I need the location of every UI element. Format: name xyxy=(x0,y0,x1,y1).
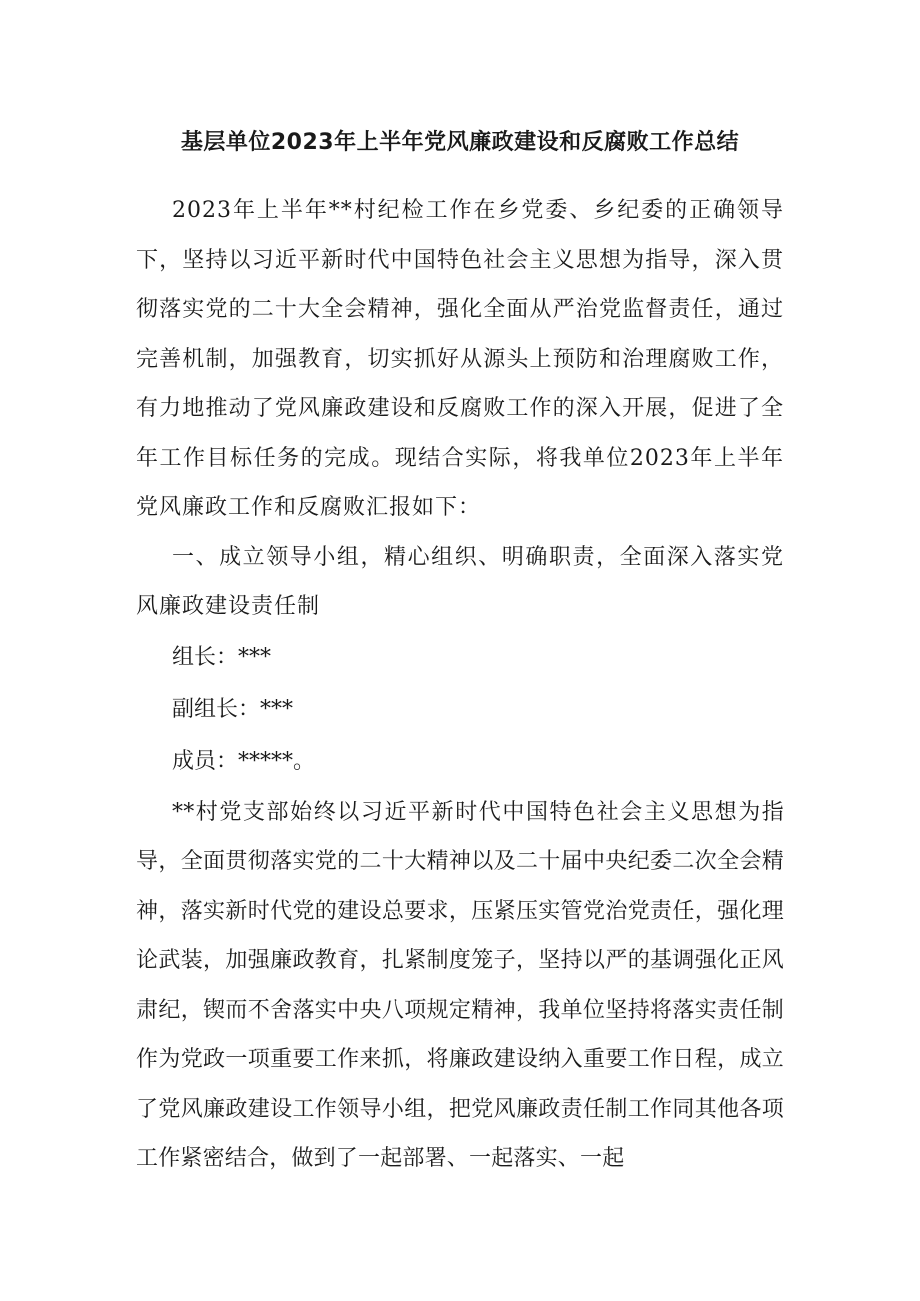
group-leader-line: 组长：*** xyxy=(172,644,272,670)
section-1-body-paragraph: **村党支部始终以习近平新时代中国特色社会主义思想为指导，全面贯彻落实党的二十大精神以及二十届中央纪委二次全会精神，落实新时代党的建设总要求，压紧压实管党治党责任，强化理论武装，加强廉政教育，扎紧制度笼子，坚持以严的基调强化正风肃纪，锲而不舍落实中央八项规定精神，我单位坚持将落实责任制作为党政一项重要工作来抓，将廉政建设纳入重要工作日程，成立了党风廉政建设工作领导小组，把党风廉政责任制工作同其他各项工作紧密结合，做到了一起部署、一起落实、一起 xyxy=(136,799,784,1171)
intro-paragraph: 2023年上半年**村纪检工作在乡党委、乡纪委的正确领导下，坚持以习近平新时代中国特色社会主义思想为指导，深入贯彻落实党的二十大全会精神，强化全面从严治党监督责任，通过完善机制，加强教育，切实抓好从源头上预防和治理腐败工作，有力地推动了党风廉政建设和反腐败工作的深入开展，促进了全年工作目标任务的完成。现结合实际，将我单位2023年上半年党风廉政工作和反腐败汇报如下： xyxy=(136,198,784,520)
members-line: 成员：*****。 xyxy=(172,748,316,774)
section-1-heading: 一、成立领导小组，精心组织、明确职责，全面深入落实党风廉政建设责任制 xyxy=(136,544,784,619)
document-title: 基层单位2023年上半年党风廉政建设和反腐败工作总结 xyxy=(180,130,740,155)
deputy-leader-line: 副组长：*** xyxy=(172,696,294,722)
